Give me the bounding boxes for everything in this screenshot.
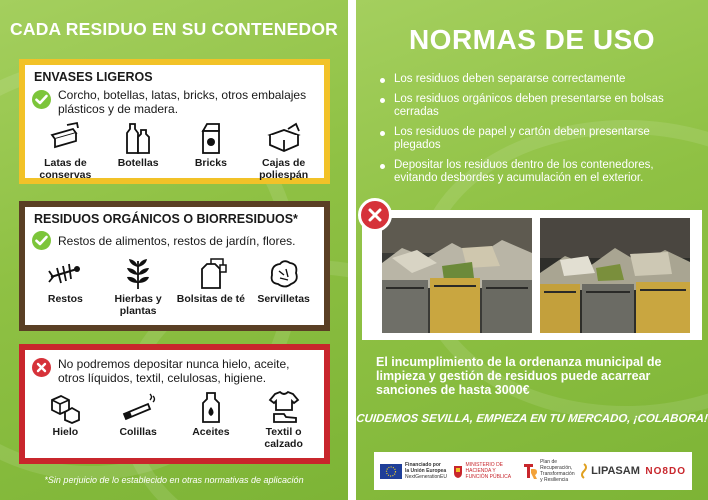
recovery-plan-logo xyxy=(523,459,575,483)
check-icon xyxy=(32,90,51,109)
item-colillas xyxy=(103,390,173,450)
item-label: Cajas de poliespán xyxy=(259,157,309,181)
plan-line: Plan de xyxy=(540,459,558,465)
eu-line: NextGenerationEU xyxy=(405,474,447,480)
overflowing-bins-photo xyxy=(540,218,690,333)
plan-line: Recuperación, xyxy=(540,465,573,471)
rule-item: Los residuos orgánicos deben presentarse en bolsas cerradas xyxy=(378,93,693,120)
item-label: Latas de conservas xyxy=(39,157,92,181)
left-panel xyxy=(0,0,348,500)
fish-bone-icon xyxy=(47,257,83,291)
shirt-shoe-icon xyxy=(266,390,302,424)
slogan: CUIDEMOS SEVILLA, EMPIEZA EN TU MERCADO, ¡COLABORA! xyxy=(356,413,708,425)
rule-item: Los residuos deben separarse correctamente xyxy=(378,73,693,87)
envases-title: ENVASES LIGEROS xyxy=(34,70,153,84)
tea-bag-icon xyxy=(193,257,229,291)
lipasam-name: LIPASAM xyxy=(591,465,640,477)
eu-line: la Unión Europea xyxy=(405,468,447,474)
organicos-box xyxy=(19,201,330,331)
item-label: Restos xyxy=(47,293,83,305)
oil-bottle-icon xyxy=(193,390,229,424)
rule-item: Depositar los residuos dentro de los contenedores, evitando desbordes y acumulación en el exterior. xyxy=(378,159,693,186)
item-hierbas xyxy=(103,257,173,317)
nosdo-logo xyxy=(645,466,686,477)
prohibidos-box xyxy=(19,344,330,464)
ministry-logo xyxy=(453,462,518,480)
plan-line: Transformación xyxy=(540,471,575,477)
lipasam-mark-icon xyxy=(580,463,588,479)
eu-line: Financiado por xyxy=(405,462,441,468)
envases-ligeros-box xyxy=(19,59,330,184)
rule-item: Los residuos de papel y cartón deben presentarse plegados xyxy=(378,126,693,153)
panel-divider xyxy=(348,0,356,500)
prohibidos-text: No podremos depositar nunca hielo, aceite, otros líquidos, textil, celulosas, higiene. xyxy=(58,357,290,385)
bottles-icon xyxy=(120,121,156,155)
item-botellas xyxy=(103,121,173,181)
napkin-icon xyxy=(266,257,302,291)
overflowing-bins-photo xyxy=(382,218,532,333)
item-label: Servilletas xyxy=(257,293,310,305)
foam-box-icon xyxy=(266,121,302,155)
check-icon xyxy=(32,231,51,250)
item-label: Botellas xyxy=(117,157,159,169)
footnote: *Sin perjuicio de lo establecido en otras normativas de aplicación xyxy=(44,475,304,485)
right-title: NORMAS DE USO xyxy=(408,24,656,55)
ministry-name: MINISTERIO DE HACIENDA Y FUNCIÓN PÚBLICA xyxy=(465,462,512,480)
carton-icon xyxy=(193,121,229,155)
item-label: Hielo xyxy=(52,426,79,438)
leaf-branch-icon xyxy=(120,257,156,291)
item-cajas xyxy=(249,121,319,181)
organicos-text: Restos de alimentos, restos de jardín, flores. xyxy=(58,234,296,248)
ice-cubes-icon xyxy=(47,390,83,424)
plan-line: y Resiliencia xyxy=(540,477,569,483)
organicos-title: RESIDUOS ORGÁNICOS O BIORRESIDUOS* xyxy=(34,212,298,226)
recovery-plan-icon xyxy=(523,463,537,479)
organicos-items xyxy=(29,257,320,317)
item-hielo xyxy=(30,390,100,450)
eu-logo xyxy=(380,462,447,480)
eu-flag-icon xyxy=(380,464,402,479)
item-label: Hierbas y plantas xyxy=(114,293,162,317)
item-latas xyxy=(30,121,100,181)
sanction-notice: El incumplimiento de la ordenanza municipal de limpieza y gestión de residuos puede acarrear sanciones de hasta 3000€ xyxy=(376,355,662,397)
item-restos xyxy=(30,257,100,317)
item-label: Bricks xyxy=(194,157,227,169)
item-textil xyxy=(249,390,319,450)
envases-text: Corcho, botellas, latas, bricks, otros embalajes plásticos y de madera. xyxy=(58,88,307,116)
prohibited-icon xyxy=(358,198,392,232)
item-bricks xyxy=(176,121,246,181)
cross-icon xyxy=(32,358,51,377)
tin-can-icon xyxy=(47,121,83,155)
item-label: Colillas xyxy=(119,426,157,438)
spain-crest-icon xyxy=(453,464,463,478)
item-servilletas xyxy=(249,257,319,317)
item-label: Aceites xyxy=(192,426,230,438)
prohibidos-items xyxy=(29,390,320,450)
item-aceites xyxy=(176,390,246,450)
item-label: Bolsitas de té xyxy=(176,293,246,305)
envases-items xyxy=(29,121,320,181)
right-panel xyxy=(356,0,708,500)
logos-bar xyxy=(374,452,692,490)
nosdo-name: NO8DO xyxy=(645,465,686,477)
left-title: CADA RESIDUO EN SU CONTENEDOR xyxy=(10,19,338,39)
cigarette-icon xyxy=(120,390,156,424)
photo-strip xyxy=(362,210,702,340)
lipasam-logo xyxy=(580,463,640,479)
item-bolsitas xyxy=(176,257,246,317)
item-label: Textil o calzado xyxy=(264,426,303,450)
rules-list xyxy=(378,73,693,192)
